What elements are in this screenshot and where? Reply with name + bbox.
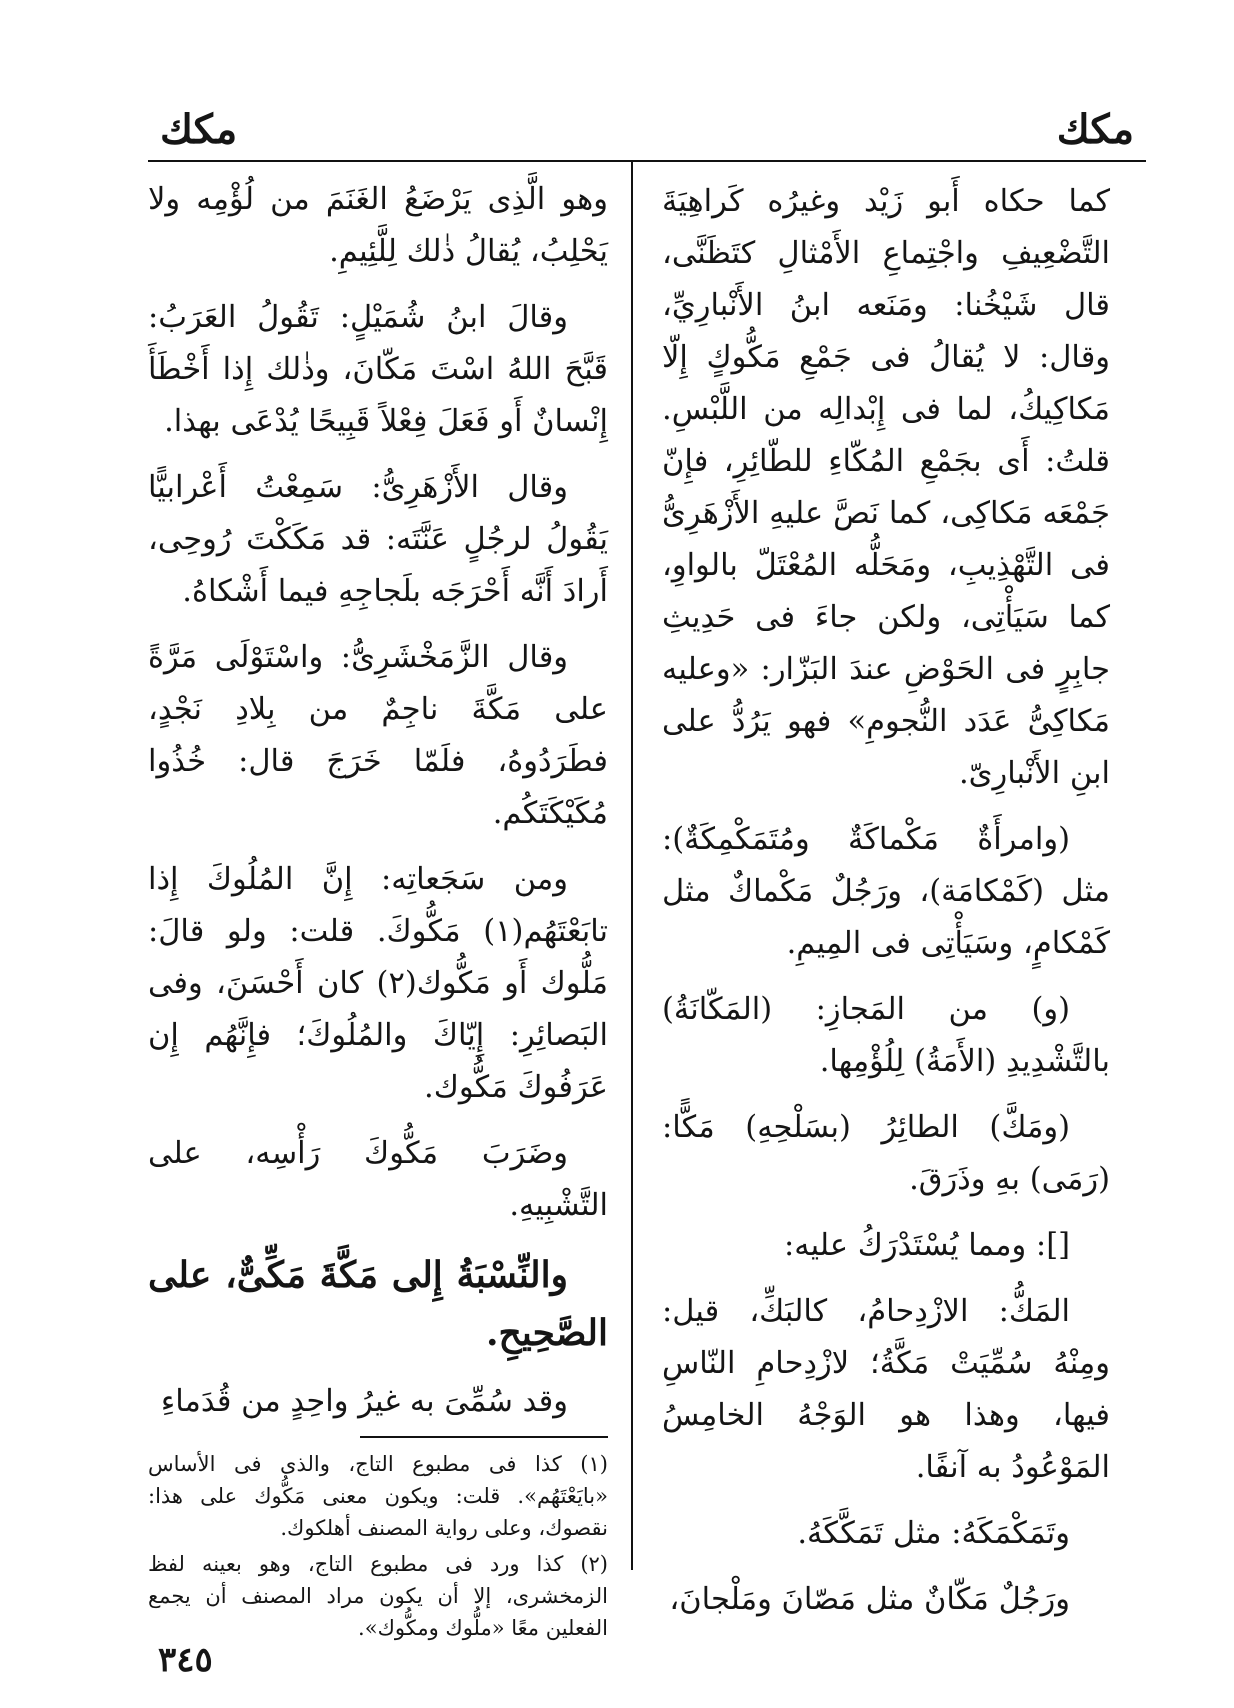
left-paragraph-7: والنِّسْبَةُ إِلى مَكَّةَ مَكِّىٌّ، على الصَّحِيحِ. (148, 1254, 608, 1354)
left-paragraph-1: وهو الَّذِى يَرْضَعُ الغَنَمَ من لُؤْمِه ولا يَحْلِبُ، يُقالُ ذٰلك لِلَّئِيمِ. (148, 182, 608, 269)
left-paragraph-4: وقال الزَّمَخْشَرِىُّ: واسْتَوْلَى مَرَّةً على مَكَّةَ ناجِمٌ من بِلادِ نَجْدٍ، فطَرَدُوهُ، فلَمّا خَرَجَ قال: خُذُوا مُكَيْكَتَكُم. (148, 640, 608, 831)
right-column (662, 176, 1110, 1626)
right-paragraph-4: (ومَكَّ) الطائِرُ (بسَلْحِهِ) مَكًّا: (رَمَى) بهِ وذَرَقَ. (662, 1110, 1110, 1197)
right-paragraph-1: كما حكاه أَبو زَيْد وغيرُه كَراهِيَةَ التَّضْعِيفِ واجْتِماعِ الأَمْثالِ كتَظَنَّى، قال شَيْخُنا: ومَنَعه ابنُ الأَنْبارِيِّ، وقال: لا يُقالُ فى جَمْعِ مَكُّوكٍ إِلّا مَكاكِيكُ، لما فى إِبْدالِه من اللَّبْسِ. قلتُ: أَى بجَمْعِ المُكّاءِ للطّائِرِ، فإِنّ جَمْعَه مَكاكِى، كما نَصَّ عليهِ الأَزْهَرِىُّ فى التَّهْذِيبِ، ومَحَلُّه المُعْتَلّ بالواوِ، كما سَيَأْتِى، ولكن جاءَ فى حَدِيثِ جابِرٍ فى الحَوْضِ عندَ البَزّار: «وعليه مَكاكِىُّ عَدَد النُّجومِ» فهو يَرُدُّ على ابنِ الأَنْبارِىّ. (662, 184, 1110, 791)
header-rule (148, 160, 1146, 162)
footnote-rule (360, 1436, 608, 1438)
column-divider (631, 160, 633, 1570)
left-paragraph-6: وضَرَبَ مَكُّوكَ رَأْسِه، على التَّشْبِيهِ. (148, 1136, 608, 1223)
left-paragraph-8: وقد سُمِّىَ به غيرُ واحِدٍ من قُدَماءِ (160, 1384, 568, 1419)
right-paragraph-2: (وامرأَةٌ مَكْماكَةٌ ومُتَمَكْمِكَةٌ): مثل (كَمْكامَة)، ورَجُلٌ مَكْماكٌ مثل كَمْكامٍ، وسَيَأْتِى فى المِيمِ. (662, 822, 1110, 961)
footnotes (148, 1448, 608, 1648)
footnote-1: (١) كذا فى مطبوع التاج، والذى فى الأساس «بايَعْتَهُم». قلت: ويكون معنى مَكُّوك على هذا: نقصوك، وعلى رواية المصنف أهلكوك. (148, 1452, 608, 1540)
left-paragraph-2: وقالَ ابنُ شُمَيْلٍ: تَقُولُ العَرَبُ: قَبَّحَ اللهُ اسْتَ مَكّانَ، وذٰلك إِذا أَخْطَأَ إِنْسانٌ أَو فَعَلَ فِعْلاً قَبِيحًا يُدْعَى بهذا. (148, 300, 608, 439)
right-paragraph-7: وتَمَكْمَكَهُ: مثل تَمَكَّكَهُ. (797, 1516, 1070, 1551)
right-paragraph-3: (و) من المَجازِ: (المَكّانَةُ) بالتَّشْدِيدِ (الأَمَةُ) لِلُؤْمِها. (662, 992, 1110, 1079)
running-head-left: مكك (160, 106, 238, 153)
page-number: ٣٤٥ (158, 1640, 213, 1680)
left-paragraph-5: ومن سَجَعاتِه: إِنَّ المُلُوكَ إِذا تابَعْتَهُم(١) مَكُّوكَ. قلت: ولو قالَ: مَلُّوك أَو مَكُّوك(٢) كان أَحْسَنَ، وفى البَصائِرِ: إِيّاكَ والمُلُوكَ؛ فإِنَّهُم إِن عَرَفُوكَ مَكُّوك. (148, 862, 608, 1105)
right-paragraph-8: ورَجُلٌ مَكّانٌ مثل مَصّانَ ومَلْجانَ، (669, 1582, 1070, 1617)
running-head-right: مكك (1056, 106, 1134, 153)
footnote-2: (٢) كذا ورد فى مطبوع التاج، وهو بعينه لفظ الزمخشرى، إلا أن يكون مراد المصنف أن يجمع الفعلين معًا «ملُّوك ومكُّوك». (148, 1552, 608, 1640)
left-column (148, 174, 608, 1428)
left-paragraph-3: وقال الأَزْهَرِىُّ: سَمِعْتُ أَعْرابيًّا يَقُولُ لرجُلٍ عَنَّتَه: قد مَكَكْتَ رُوحِى، أَرادَ أَنَّه أَحْرَجَه بلَجاجِهِ فيما أَشْكاهُ. (148, 470, 608, 609)
right-paragraph-5: []: ومما يُسْتَدْرَكُ عليه: (783, 1228, 1070, 1263)
right-paragraph-6: المَكُّ: الازْدِحامُ، كالبَكِّ، قيل: ومِنْهُ سُمِّيَتْ مَكَّةُ؛ لازْدِحامِ النّاسِ فيها، وهذا هو الوَجْهُ الخامِسُ المَوْعُودُ به آنفًا. (662, 1294, 1110, 1485)
